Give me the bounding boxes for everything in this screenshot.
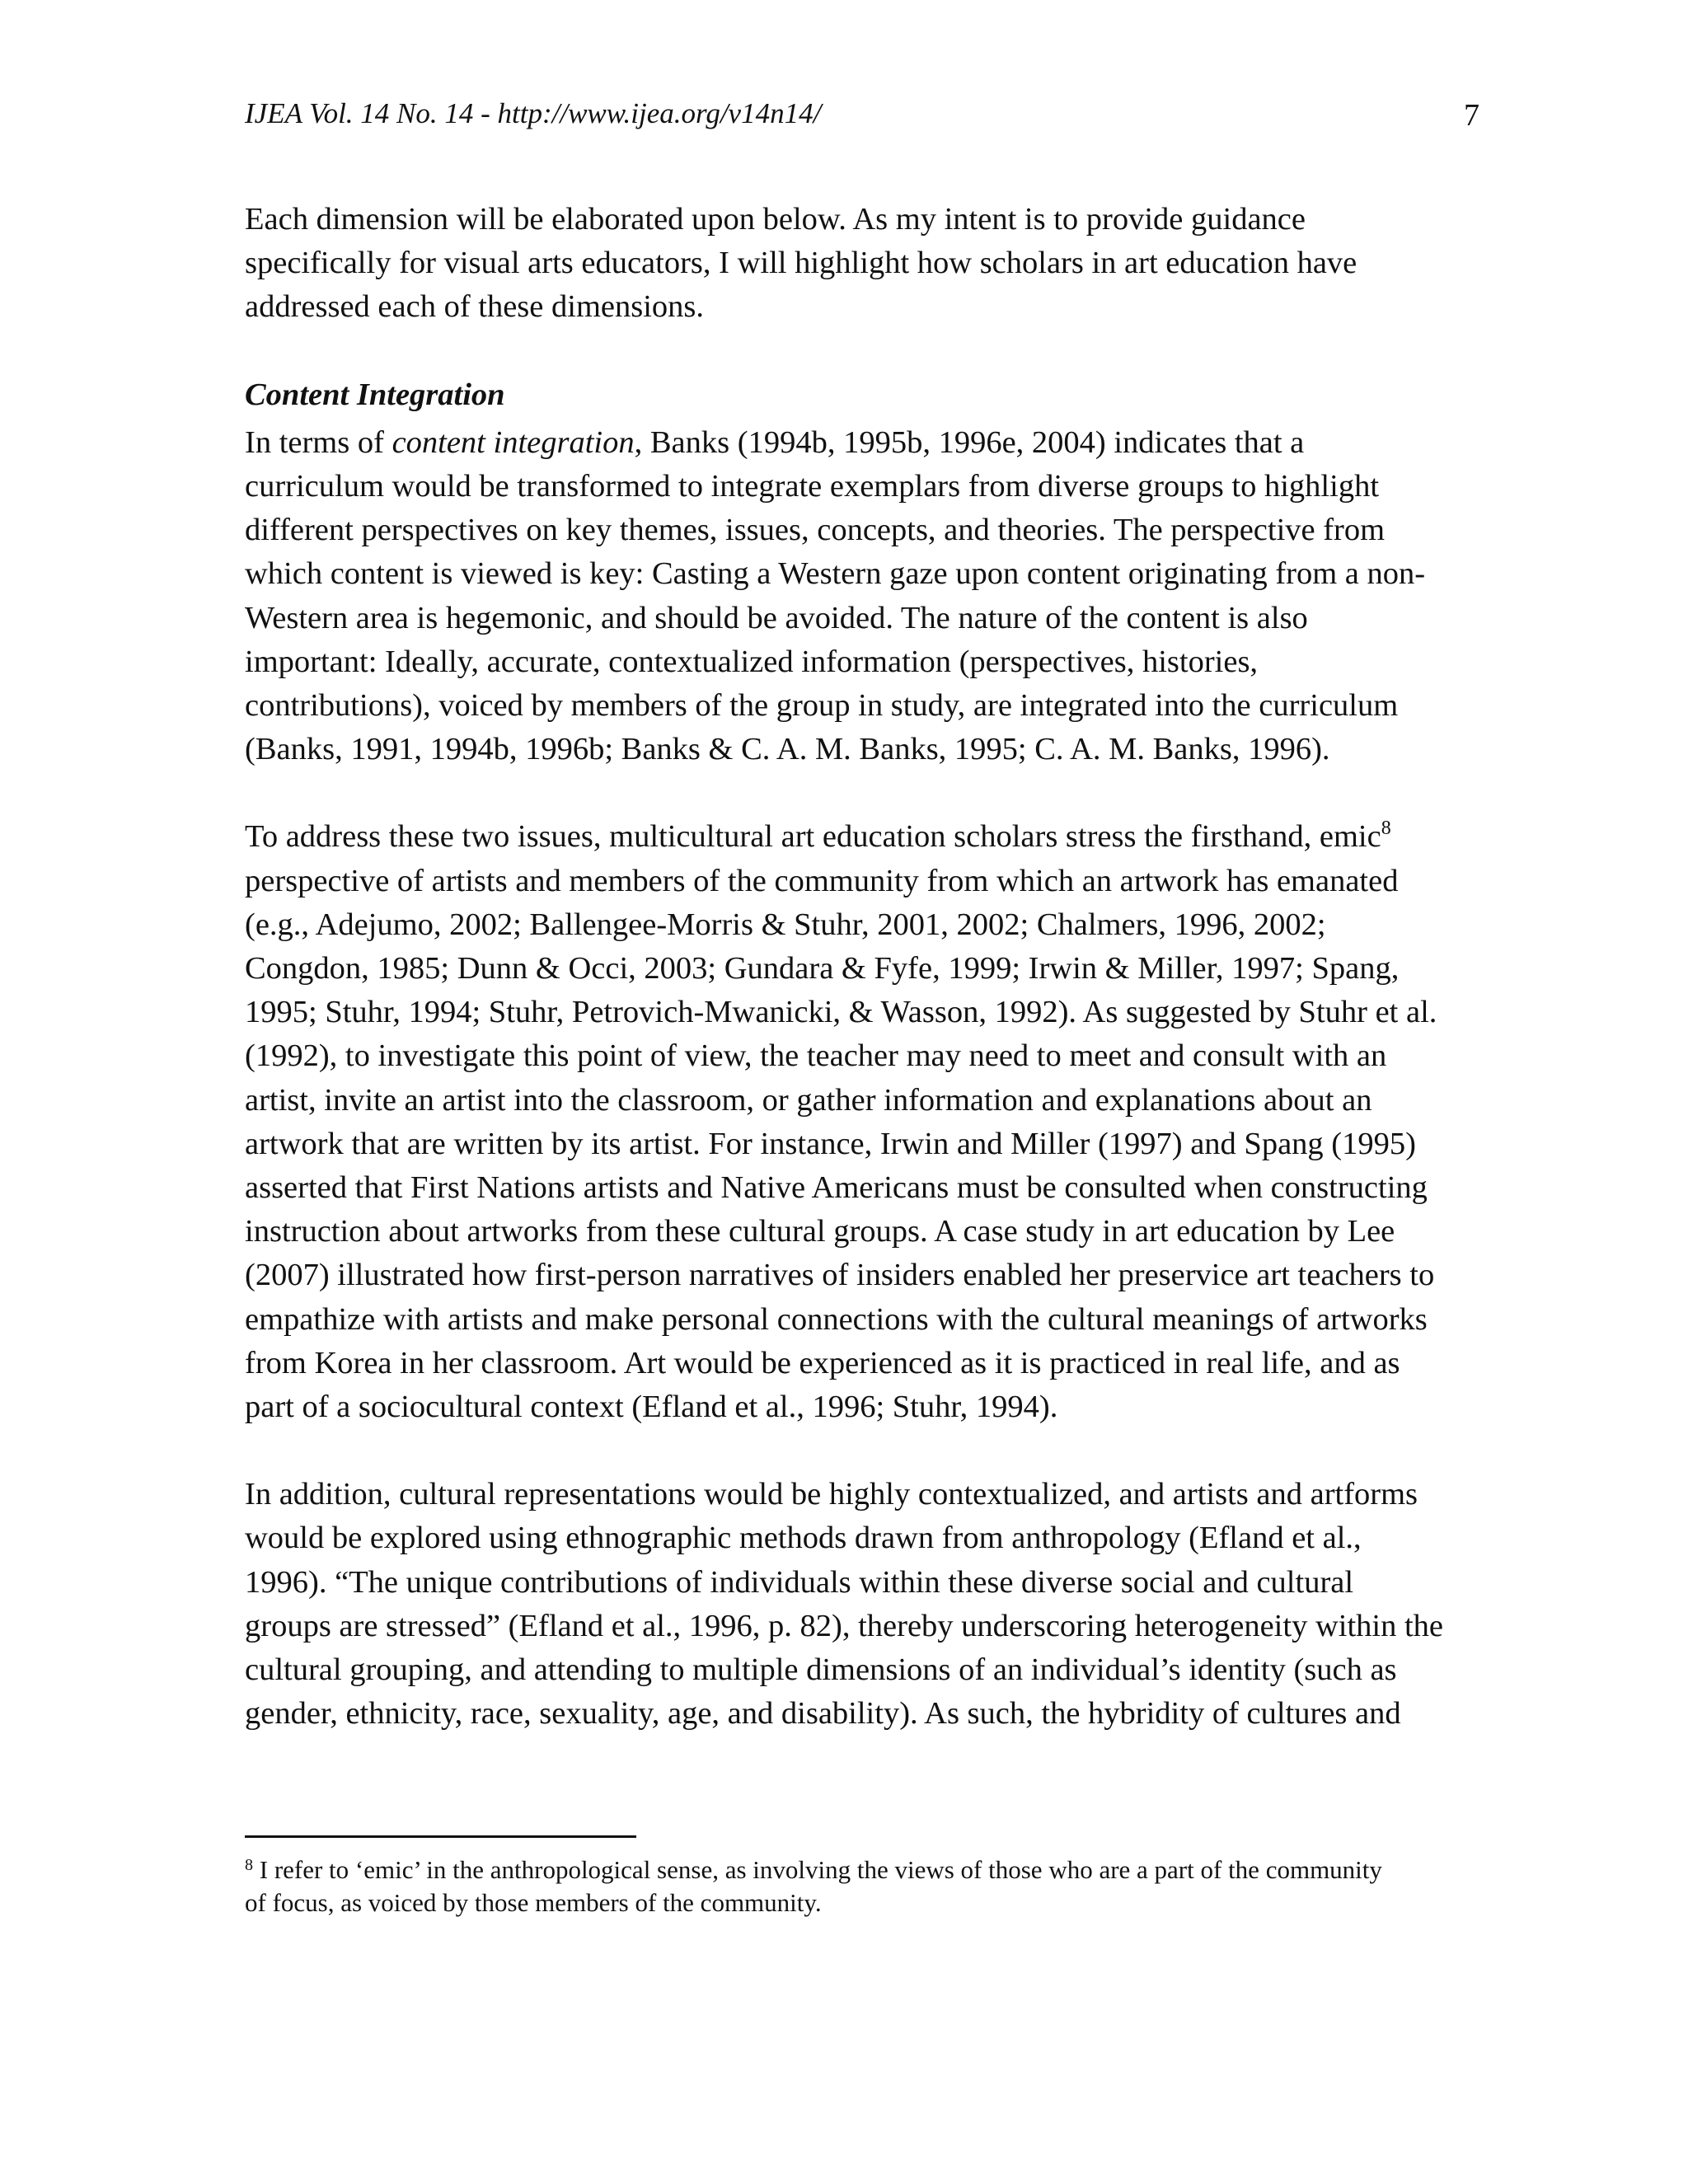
text-line: cultural grouping, and attending to multiple dimensions of an individual’s identity (such as: [245, 1652, 1397, 1688]
text-line: artwork that are written by its artist. For instance, Irwin and Miller (1997) and Spang (1995): [245, 1126, 1416, 1161]
text-line: (2007) illustrated how first-person narratives of insiders enabled her preservice art teachers to: [245, 1258, 1435, 1293]
journal-citation: IJEA Vol. 14 No. 14 - http://www.ijea.org/v14n14/: [245, 97, 822, 129]
text-line: (Banks, 1991, 1994b, 1996b; Banks & C. A. M. Banks, 1995; C. A. M. Banks, 1996).: [245, 732, 1330, 767]
text-line: artist, invite an artist into the classroom, or gather information and explanations about an: [245, 1082, 1372, 1118]
text-line: curriculum would be transformed to integrate exemplars from diverse groups to highlight: [245, 469, 1380, 504]
text-line: 1996). “The unique contributions of individuals within these diverse social and cultural: [245, 1564, 1354, 1600]
footnote-number: 8: [245, 1856, 253, 1874]
text-line: specifically for visual arts educators, I will highlight how scholars in art education have: [245, 246, 1357, 281]
text-line: In addition, cultural representations would be highly contextualized, and artists and artforms: [245, 1477, 1418, 1512]
content-integration-paragraph: [245, 421, 1483, 772]
text-line: which content is viewed is key: Casting a Western gaze upon content originating from a non-: [245, 556, 1426, 592]
text-line: Each dimension will be elaborated upon below. As my intent is to provide guidance: [245, 202, 1306, 237]
text-line: part of a sociocultural context (Efland et al., 1996; Stuhr, 1994).: [245, 1390, 1058, 1425]
emic-perspective-paragraph: [245, 815, 1483, 1429]
emphasis-term: content integration: [392, 424, 635, 460]
text-line: addressed each of these dimensions.: [245, 289, 705, 325]
text-line: [245, 421, 1483, 465]
running-header: [245, 97, 1479, 138]
footnote-text: I refer to ‘emic’ in the anthropological sense, as involving the views of those who are a part of the community: [253, 1855, 1382, 1884]
text-line: would be explored using ethnographic methods drawn from anthropology (Efland et al.,: [245, 1521, 1362, 1556]
text-line: asserted that First Nations artists and Native Americans must be consulted when constructing: [245, 1170, 1428, 1206]
text-line: Congdon, 1985; Dunn & Occi, 2003; Gundara & Fyfe, 1999; Irwin & Miller, 1997; Spang,: [245, 951, 1400, 987]
body-text: [245, 198, 1483, 1736]
text-line: (1992), to investigate this point of view, the teacher may need to meet and consult with an: [245, 1038, 1387, 1074]
text-line: gender, ethnicity, race, sexuality, age, and disability). As such, the hybridity of cultures and: [245, 1696, 1401, 1732]
footnote-line: [245, 1854, 1483, 1886]
footnote-separator: [245, 1835, 636, 1838]
text-span: , Banks (1994b, 1995b, 1996e, 2004) indicates that a: [634, 424, 1305, 460]
text-line: empathize with artists and make personal connections with the cultural meanings of artworks: [245, 1301, 1428, 1337]
text-span: In terms of: [245, 424, 392, 460]
text-line: from Korea in her classroom. Art would be experienced as it is practiced in real life, and as: [245, 1345, 1400, 1380]
text-line: groups are stressed” (Efland et al., 1996, p. 82), thereby underscoring heterogeneity within the: [245, 1608, 1443, 1643]
footnote-reference[interactable]: 8: [1381, 818, 1391, 840]
text-span: To address these two issues, multicultural art education scholars stress the firsthand, emic: [245, 819, 1381, 855]
text-line: instruction about artworks from these cultural groups. A case study in art education by Lee: [245, 1214, 1395, 1249]
text-line: (e.g., Adejumo, 2002; Ballengee-Morris & Stuhr, 2001, 2002; Chalmers, 1996, 2002;: [245, 907, 1326, 942]
footnote-line: of focus, as voiced by those members of the community.: [245, 1888, 822, 1917]
text-line: important: Ideally, accurate, contextualized information (perspectives, histories,: [245, 644, 1259, 679]
text-line: Western area is hegemonic, and should be avoided. The nature of the content is also: [245, 600, 1308, 635]
text-line: different perspectives on key themes, issues, concepts, and theories. The perspective from: [245, 513, 1386, 548]
text-line: [245, 815, 1483, 859]
footnote-area: [245, 1854, 1483, 1919]
intro-paragraph: [245, 198, 1483, 330]
section-heading: Content Integration: [245, 377, 505, 412]
text-line: 1995; Stuhr, 1994; Stuhr, Petrovich-Mwanicki, & Wasson, 1992). As suggested by Stuhr et al.: [245, 995, 1437, 1030]
page-number: 7: [1464, 98, 1479, 133]
text-line: contributions), voiced by members of the group in study, are integrated into the curriculum: [245, 688, 1399, 724]
text-line: perspective of artists and members of the community from which an artwork has emanated: [245, 863, 1399, 898]
cultural-representation-paragraph: [245, 1473, 1483, 1736]
